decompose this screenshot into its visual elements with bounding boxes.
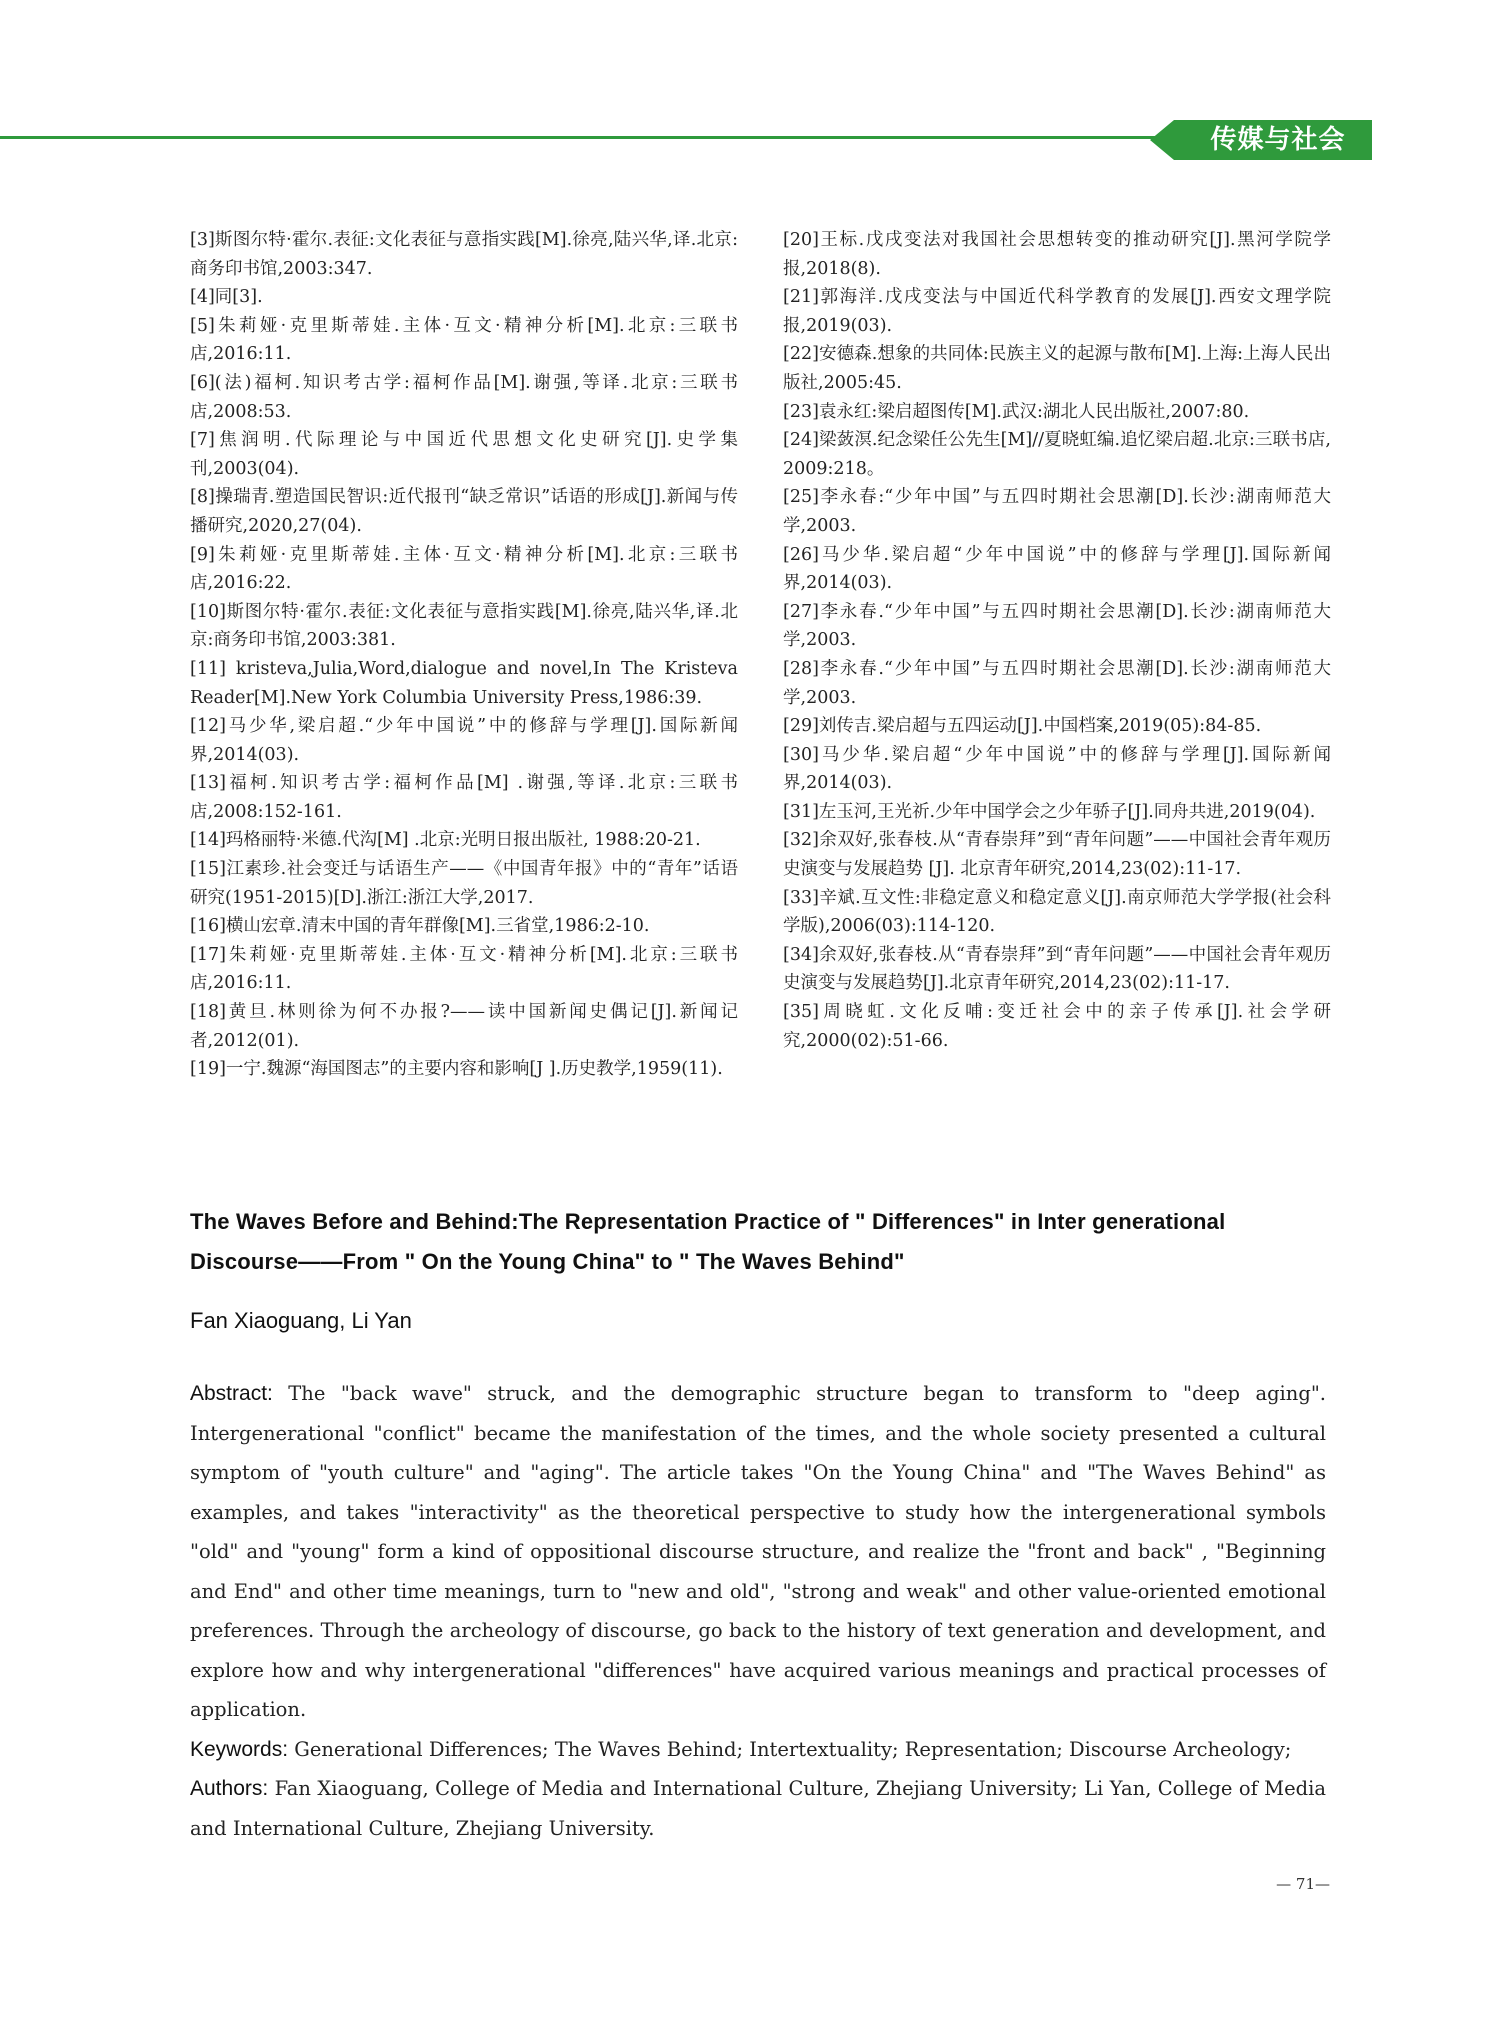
reference-item: [11] kristeva,Julia,Word,dialogue and novel,In The Kristeva Reader[M].New York Columbia University Press,1986:39. [190,658,738,708]
reference-item: [12]马少华,梁启超.“少年中国说”中的修辞与学理[J].国际新闻界,2014(03). [190,716,738,765]
reference-item: [16]横山宏章.清末中国的青年群像[M].三省堂,1986:2-10. [190,916,650,937]
abstract-label: Abstract: [190,1382,273,1405]
reference-item: [9]朱莉娅·克里斯蒂娃.主体·互文·精神分析[M].北京:三联书店,2016:22. [190,544,738,594]
references-left-column [190,226,738,1084]
reference-item: [7]焦润明.代际理论与中国近代思想文化史研究[J].史学集刊,2003(04). [190,430,738,479]
english-authors: Fan Xiaoguang, Li Yan [190,1308,412,1333]
abstract-paragraph [190,1374,1326,1730]
reference-item: [8]操瑞青.塑造国民智识:近代报刊“缺乏常识”话语的形成[J].新闻与传播研究,2020,27(04). [190,487,738,536]
abstract-text: The "back wave" struck, and the demographic structure began to transform to "deep aging". Intergenerational "conflict" became the manifestation of the times, and the whole society presented a cultural symptom of "youth culture" and "aging". The article takes "On the Young China" and "The Waves Behind" as examples, and takes "interactivity" as the theoretical perspective to study how the intergenerational symbols "old" and "young" form a kind of oppositional discourse structure, and realize the "front and back" , "Beginning and End" and other time meanings, turn to "new and old", "strong and weak" and other value-oriented emotional preferences. Through the archeology of discourse, go back to the history of text generation and development, and explore how and why intergenerational "differences" have acquired various meanings and practical processes of application. [190,1382,1327,1721]
reference-item: [20]王标.戊戌变法对我国社会思想转变的推动研究[J].黑河学院学报,2018(8). [783,230,1331,279]
authors-text: Fan Xiaoguang, College of Media and International Culture, Zhejiang University; Li Yan, College of Media and International Culture, Zhejiang University. [190,1777,1326,1840]
reference-item: [15]江素珍.社会变迁与话语生产——《中国青年报》中的“青年”话语研究(1951-2015)[D].浙江:浙江大学,2017. [190,859,738,908]
reference-item: [25]李永春:“少年中国”与五四时期社会思潮[D].长沙:湖南师范大学,2003. [783,487,1331,536]
keywords-text: Generational Differences; The Waves Behind; Intertextuality; Representation; Discourse Archeology; [294,1737,1292,1761]
section-tag: 传媒与社会 [1210,125,1346,155]
reference-item: [31]左玉河,王光祈.少年中国学会之少年骄子[J].同舟共进,2019(04). [783,801,1316,822]
english-abstract-block [190,1374,1326,1848]
reference-item: [32]余双好,张春枝.从“青春崇拜”到“青年问题”——中国社会青年观历史演变与发展趋势 [J]. 北京青年研究,2014,23(02):11-17. [783,830,1331,880]
reference-item: [26]马少华.梁启超“少年中国说”中的修辞与学理[J].国际新闻界,2014(03). [783,544,1331,594]
authors-paragraph [190,1769,1326,1848]
reference-item: [5]朱莉娅·克里斯蒂娃.主体·互文·精神分析[M].北京:三联书店,2016:11. [190,315,738,365]
reference-item: [19]一宁.魏源“海国图志”的主要内容和影响[J ].历史教学,1959(11). [190,1059,723,1080]
reference-item: [17]朱莉娅·克里斯蒂娃.主体·互文·精神分析[M].北京:三联书店,2016:11. [190,944,738,994]
reference-item: [27]李永春.“少年中国”与五四时期社会思潮[D].长沙:湖南师范大学,2003. [783,601,1331,651]
reference-item: [6](法)福柯.知识考古学:福柯作品[M].谢强,等译.北京:三联书店,2008:53. [190,372,738,422]
reference-item: [34]余双好,张春枝.从“青春崇拜”到“青年问题”——中国社会青年观历史演变与发展趋势[J].北京青年研究,2014,23(02):11-17. [783,944,1331,994]
keywords-paragraph [190,1730,1326,1770]
reference-item: [13]福柯.知识考古学:福柯作品[M] .谢强,等译.北京:三联书店,2008:152-161. [190,773,738,822]
reference-item: [14]玛格丽特·米德.代沟[M] .北京:光明日报出版社, 1988:20-21. [190,830,701,851]
reference-item: [30]马少华.梁启超“少年中国说”中的修辞与学理[J].国际新闻界,2014(03). [783,744,1331,794]
reference-item: [18]黄旦.林则徐为何不办报?——读中国新闻史偶记[J].新闻记者,2012(01). [190,1002,738,1051]
reference-item: [35]周晓虹.文化反哺:变迁社会中的亲子传承[J].社会学研究,2000(02):51-66. [783,1002,1331,1051]
reference-item: [23]袁永红:梁启超图传[M].武汉:湖北人民出版社,2007:80. [783,401,1250,422]
reference-item: [24]梁蔹溟.纪念梁任公先生[M]//夏晓虹编.追忆梁启超.北京:三联书店, 2009:218。 [783,430,1331,479]
page-number: — 71— [1276,1875,1330,1893]
reference-item: [3]斯图尔特·霍尔.表征:文化表征与意指实践[M].徐亮,陆兴华,译.北京:商务印书馆,2003:347. [190,230,738,279]
reference-item: [10]斯图尔特·霍尔.表征:文化表征与意指实践[M].徐亮,陆兴华,译.北京:商务印书馆,2003:381. [190,601,738,651]
reference-item: [22]安德森.想象的共同体:民族主义的起源与散布[M].上海:上海人民出版社,2005:45. [783,344,1331,393]
references-right-column [783,226,1331,1055]
reference-item: [28]李永春.“少年中国”与五四时期社会思潮[D].长沙:湖南师范大学,2003. [783,658,1331,708]
keywords-label: Keywords: [190,1737,289,1761]
reference-item: [33]辛斌.互文性:非稳定意义和稳定意义[J].南京师范大学学报(社会科学版),2006(03):114-120. [783,887,1331,937]
reference-item: [4]同[3]. [190,287,263,308]
header-rule [0,136,1160,139]
authors-label: Authors: [190,1777,269,1800]
english-title: The Waves Before and Behind:The Representation Practice of " Differences" in Inter generational Discourse——From " On the Young China" to " The Waves Behind" [190,1209,1226,1274]
reference-item: [29]刘传吉.梁启超与五四运动[J].中国档案,2019(05):84-85. [783,716,1262,737]
reference-item: [21]郭海洋.戊戌变法与中国近代科学教育的发展[J].西安文理学院报,2019(03). [783,287,1331,336]
